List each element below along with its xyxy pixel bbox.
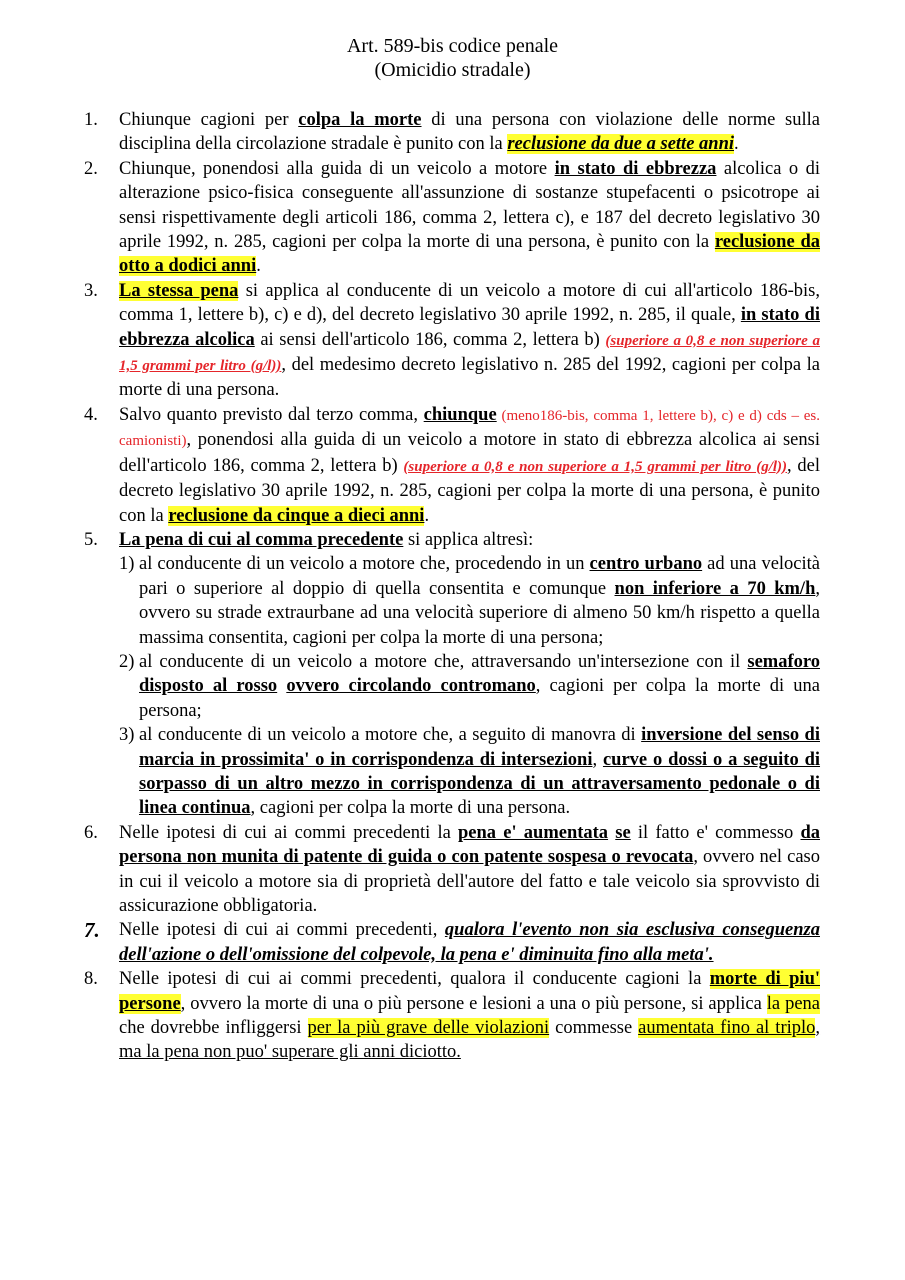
article-paragraphs xyxy=(84,108,820,1065)
paragraph-7: 7. Nelle ipotesi di cui ai commi precedenti, qualora l'evento non sia esclusiva conseguenza dell'azione o dell'omissione del colpevole, la pena e' diminuita fino alla meta'. xyxy=(84,918,820,965)
subparagraph-1: 1) al conducente di un veicolo a motore che, procedendo in un centro urbano ad una velocità pari o superiore al doppio di quella consentita e comunque non inferiore a 70 km/h, ovvero su strade extraurbane ad una velocità superiore di almeno 50 km/h rispetto a quella massima consentita, cagioni per colpa la morte di una persona; xyxy=(119,554,820,648)
paragraph-number: 6. xyxy=(84,822,98,843)
paragraph-number: 5. xyxy=(84,529,98,550)
paragraph-8: 8. Nelle ipotesi di cui ai commi precedenti, qualora il conducente cagioni la morte di piu' persone, ovvero la morte di una o più persone e lesioni a una o più persone, si applica la pena che dovrebbe infliggersi per la più grave delle violazioni commesse aumentata fino al triplo, ma la pena non puo' superare gli anni diciotto. xyxy=(84,969,821,1063)
paragraph-number: 7. xyxy=(84,918,100,943)
highlighted-penalty: reclusione da otto a dodici anni xyxy=(119,232,820,277)
paragraph-2: 2. Chiunque, ponendosi alla guida di un veicolo a motore in stato di ebbrezza alcolica o di alterazione psico-fisica conseguente all'assunzione di sostanze stupefacenti o psicotrope ai sensi rispettivamente degli articoli 186, comma 2, lettera c), e 187 del decreto legislativo 30 aprile 1992, n. 285, cagioni per colpa la morte di una persona, è punito con la reclusione da otto a dodici anni. xyxy=(84,158,820,277)
subparagraph-number: 3) xyxy=(119,725,135,746)
emphasis: chiunque xyxy=(423,404,497,425)
emphasis: curve o dossi o a seguito di sorpasso di un altro mezzo in corrispondenza di un attraversamento pedonale o di linea continua xyxy=(139,749,821,819)
emphasis: semaforo disposto al rosso xyxy=(139,651,820,697)
highlighted-phrase: aumentata fino al triplo xyxy=(638,1018,816,1039)
document-title xyxy=(0,34,905,82)
emphasis: centro urbano xyxy=(589,554,703,575)
title-subject: (Omicidio stradale) xyxy=(374,59,531,81)
red-annotation: (superiore a 0,8 e non superiore a 1,5 grammi per litro (g/l)) xyxy=(403,458,788,475)
highlighted-phrase: morte di piu' persone xyxy=(119,969,820,1014)
paragraph-number: 3. xyxy=(84,280,98,301)
title-article: Art. 589-bis codice penale xyxy=(346,35,559,57)
paragraph-6: 6. Nelle ipotesi di cui ai commi precedenti la pena e' aumentata se il fatto e' commesso da persona non munita di patente di guida o con patente sospesa o revocata, ovvero nel caso in cui il veicolo a motore sia di proprietà dell'autore del fatto e tale veicolo sia sprovvisto di assicurazione obbligatoria. xyxy=(84,822,821,916)
paragraph-4: 4. Salvo quanto previsto dal terzo comma, chiunque (meno186-bis, comma 1, lettere b), c) e d) cds – es. camionisti), ponendosi alla guida di un veicolo a motore in stato di ebbrezza alcolica ai sensi dell'articolo 186, comma 2, lettera b) (superiore a 0,8 e non superiore a 1,5 grammi per litro (g/l)), del decreto legislativo 30 aprile 1992, n. 285, cagioni per colpa la morte di una persona, è punito con la reclusione da cinque a dieci anni. xyxy=(84,404,821,526)
paragraph-number: 1. xyxy=(84,110,98,130)
emphasis: qualora l'evento non sia esclusiva conseguenza dell'azione o dell'omissione del colpevole, la pena e' diminuita fino alla meta'. xyxy=(119,920,820,965)
emphasis: inversione del senso di marcia in prossimita' o in corrispondenza di intersezioni xyxy=(139,725,820,770)
highlighted-phrase: la pena xyxy=(766,993,820,1014)
emphasis: da persona non munita di patente di guida o con patente sospesa o revocata xyxy=(119,822,821,868)
underlined-phrase: , ma la pena non puo' superare gli anni diciotto. xyxy=(119,1018,821,1063)
red-annotation: (meno186-bis, comma 1, lettere b), c) e d) cds – es. camionisti) xyxy=(119,407,820,450)
highlighted-penalty: reclusione da cinque a dieci anni xyxy=(168,505,425,526)
emphasis: se xyxy=(615,822,631,843)
emphasis: in stato di ebbrezza alcolica xyxy=(119,305,820,350)
highlighted-penalty: reclusione da due a sette anni xyxy=(507,134,734,155)
paragraph-5: 5. La pena di cui al comma precedente si applica altresì: 1) al conducente di un veicolo a motore che, procedendo in un centro urbano ad una velocità pari o superiore al doppio di quella consentita e comunque non inferiore a 70 km/h, ovvero su strade extraurbane ad una velocità superiore di almeno 50 km/h rispetto a quella massima consentita, cagioni per colpa la morte di una persona; 2) al conducente di un veicolo a motore che, attraversando un'intersezione con il semaforo disposto al rosso ovvero circolando contromano, cagioni per colpa la morte di una persona; 3) al conducente di un veicolo a motore che, a seguito di manovra di inversione del senso di marcia in prossimita' o in corrispondenza di intersezioni, curve o dossi o a seguito di sorpasso di un altro mezzo in corrispondenza di un attraversamento pedonale o di linea continua, cagioni per colpa la morte di una persona. xyxy=(84,528,820,821)
subparagraph-3: 3) al conducente di un veicolo a motore che, a seguito di manovra di inversione del senso di marcia in prossimita' o in corrispondenza di intersezioni, curve o dossi o a seguito di sorpasso di un altro mezzo in corrispondenza di un attraversamento pedonale o di linea continua, cagioni per colpa la morte di una persona. xyxy=(119,725,821,819)
paragraph-number: 2. xyxy=(84,158,98,179)
emphasis: La pena di cui al comma precedente xyxy=(119,529,404,550)
red-annotation: (superiore a 0,8 e non superiore a 1,5 grammi per litro (g/l)) xyxy=(119,332,820,375)
paragraph-1: 1. Chiunque cagioni per colpa la morte di una persona con violazione delle norme sulla disciplina della circolazione stradale è punito con la reclusione da due a sette anni. xyxy=(84,110,821,155)
paragraph-number: 8. xyxy=(84,969,98,990)
emphasis: non inferiore a 70 km/h xyxy=(614,578,816,599)
subparagraph-number: 2) xyxy=(119,651,135,672)
highlighted-phrase: La stessa pena xyxy=(119,280,239,301)
paragraph-3: 3. La stessa pena si applica al conducente di un veicolo a motore di cui all'articolo 186-bis, comma 1, lettere b), c) e d), del decreto legislativo 30 aprile 1992, n. 285, il quale, in stato di ebbrezza alcolica ai sensi dell'articolo 186, comma 2, lettera b) (superiore a 0,8 e non superiore a 1,5 grammi per litro (g/l)), del medesimo decreto legislativo n. 285 del 1992, cagioni per colpa la morte di una persona. xyxy=(84,280,820,401)
emphasis: ovvero circolando contromano xyxy=(286,676,536,697)
subparagraph-number: 1) xyxy=(119,554,135,575)
highlighted-phrase: per la più grave delle violazioni xyxy=(307,1018,550,1039)
emphasis: colpa la morte xyxy=(298,110,422,130)
emphasis: pena e' aumentata xyxy=(458,822,609,843)
subparagraph-2: 2) al conducente di un veicolo a motore che, attraversando un'intersezione con il semaforo disposto al rosso ovvero circolando contromano, cagioni per colpa la morte di una persona; xyxy=(119,651,821,721)
paragraph-number: 4. xyxy=(84,404,98,425)
emphasis: in stato di ebbrezza xyxy=(554,158,717,179)
